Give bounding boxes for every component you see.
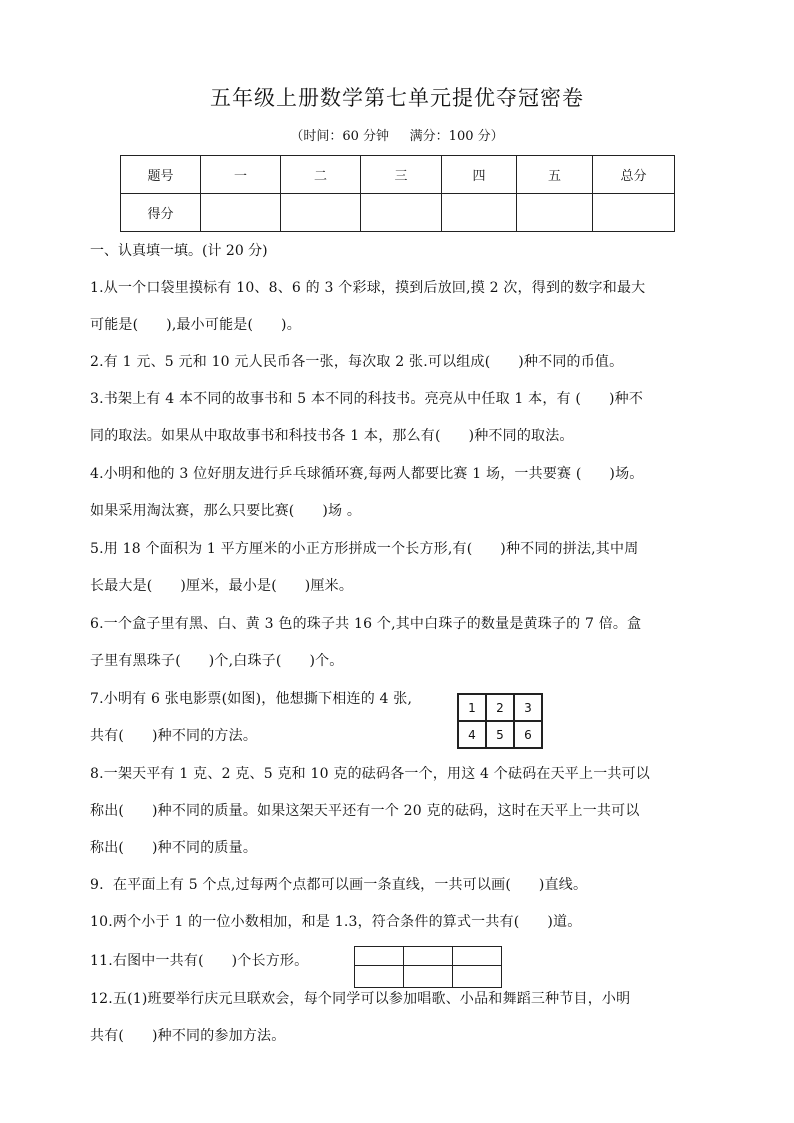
score-header-cell: 总分 (593, 156, 675, 194)
question-line: 1.从一个口袋里摸标有 10、8、6 的 3 个彩球，摸到后放回,摸 2 次，得到的数字和最大 (90, 280, 646, 296)
figure-horizontal-line (355, 965, 501, 966)
score-table-score-row (121, 194, 675, 232)
question-line: 称出( )种不同的质量。 (90, 840, 258, 856)
question-line: 7.小明有 6 张电影票(如图)，他想撕下相连的 4 张, (90, 691, 413, 707)
question-9 (90, 867, 706, 904)
question-8 (90, 756, 706, 867)
score-header-cell: 题号 (121, 156, 201, 194)
score-cell[interactable] (201, 194, 281, 232)
question-line: 共有( )种不同的方法。 (90, 728, 258, 744)
score-table (120, 155, 675, 232)
question-line: 同的取法。如果从中取故事书和科技书各 1 本，那么有( )种不同的取法。 (90, 428, 574, 444)
question-line: 6.一个盒子里有黑、白、黄 3 色的珠子共 16 个,其中白珠子的数量是黄珠子的 7 倍。盒 (90, 616, 642, 632)
score-cell[interactable] (442, 194, 517, 232)
score-table-header-row (121, 156, 675, 194)
question-line: 5.用 18 个面积为 1 平方厘米的小正方形拼成一个长方形,有( )种不同的拼法,其中周 (90, 541, 639, 557)
score-cell[interactable] (361, 194, 442, 232)
score-row-label: 得分 (121, 194, 201, 232)
score-header-cell: 一 (201, 156, 281, 194)
score-header-cell: 五 (517, 156, 593, 194)
question-line: 如果采用淘汰赛，那么只要比赛( )场 。 (90, 503, 362, 519)
question-4 (90, 456, 706, 530)
question-3 (90, 381, 706, 455)
ticket-cell: 6 (514, 721, 542, 748)
question-7 (90, 681, 706, 755)
ticket-cell: 3 (514, 694, 542, 721)
question-5 (90, 531, 706, 605)
question-line: 10.两个小于 1 的一位小数相加，和是 1.3，符合条件的算式一共有( )道。 (90, 914, 582, 930)
movie-ticket-figure (457, 693, 543, 749)
question-line: 可能是( ),最小可能是( )。 (90, 317, 301, 333)
page-title: 五年级上册数学第七单元提优夺冠密卷 (210, 86, 584, 110)
score-header-cell: 三 (361, 156, 442, 194)
score-cell[interactable] (517, 194, 593, 232)
question-line: 3.书架上有 4 本不同的故事书和 5 本不同的科技书。亮亮从中任取 1 本，有 ( )种不 (90, 391, 644, 407)
score-cell[interactable] (593, 194, 675, 232)
ticket-cell: 4 (458, 721, 486, 748)
question-line: 4.小明和他的 3 位好朋友进行乒乓球循环赛,每两人都要比赛 1 场，一共要赛 ( )场。 (90, 466, 644, 482)
question-line: 8.一架天平有 1 克、2 克、5 克和 10 克的砝码各一个，用这 4 个砝码在天平上一共可以 (90, 766, 651, 782)
question-2 (90, 344, 706, 381)
question-line: 9. 在平面上有 5 个点,过每两个点都可以画一条直线，一共可以画( )直线。 (90, 877, 588, 893)
question-line: 共有( )种不同的参加方法。 (90, 1028, 286, 1044)
question-12 (90, 981, 706, 1055)
score-header-cell: 二 (281, 156, 361, 194)
section-title: 一、认真填一填。(计 20 分) (90, 243, 268, 259)
ticket-cell: 2 (486, 694, 514, 721)
ticket-cell: 5 (486, 721, 514, 748)
ticket-cell: 1 (458, 694, 486, 721)
score-header-cell: 四 (442, 156, 517, 194)
exam-time-and-score: （时间：60 分钟 满分：100 分） (290, 129, 504, 144)
question-line: 12.五(1)班要举行庆元旦联欢会，每个同学可以参加唱歌、小品和舞蹈三种节目，小明 (90, 991, 631, 1007)
question-1 (90, 270, 706, 344)
score-cell[interactable] (281, 194, 361, 232)
question-line: 11.右图中一共有( )个长方形。 (90, 953, 309, 969)
question-10 (90, 904, 706, 941)
question-6 (90, 606, 706, 680)
question-line: 称出( )种不同的质量。如果这架天平还有一个 20 克的砝码，这时在天平上一共可以 (90, 803, 640, 819)
question-line: 长最大是( )厘米，最小是( )厘米。 (90, 578, 354, 594)
question-line: 2.有 1 元、5 元和 10 元人民币各一张，每次取 2 张.可以组成( )种不同的币值。 (90, 354, 624, 370)
question-line: 子里有黑珠子( )个,白珠子( )个。 (90, 653, 344, 669)
